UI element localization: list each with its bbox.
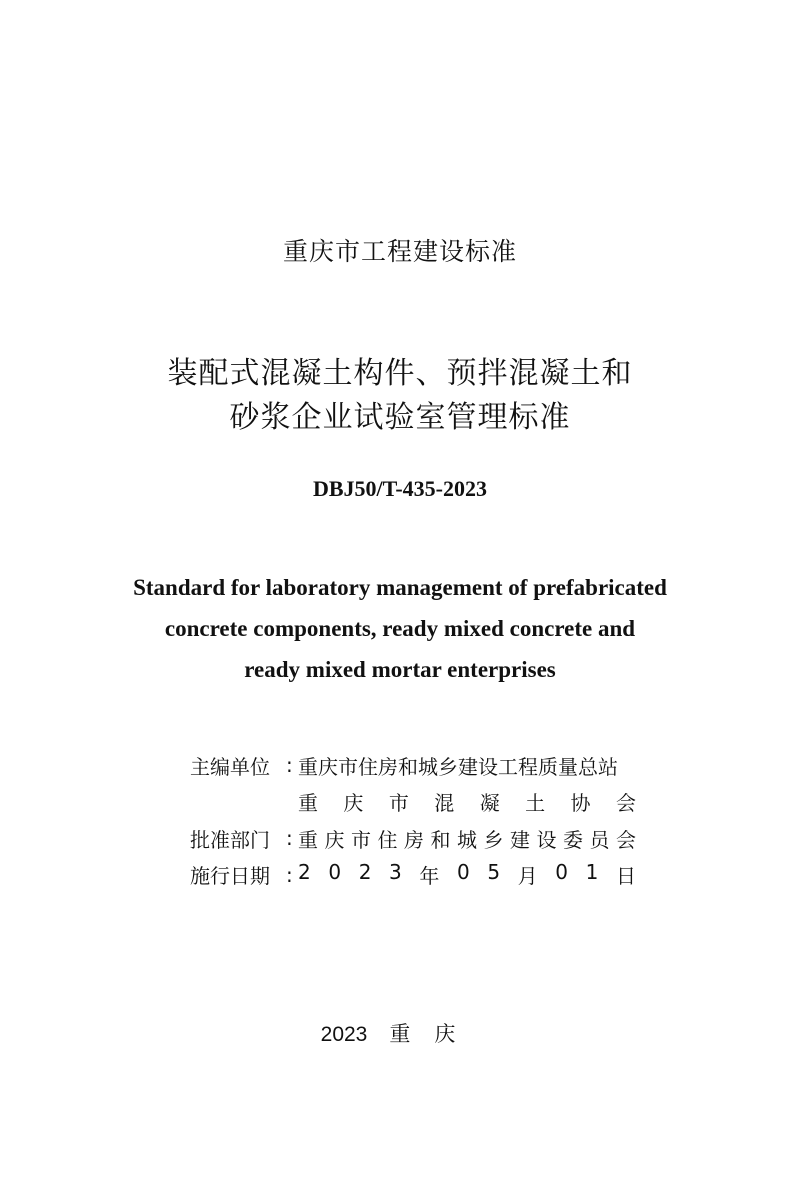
approver-value-char: 和 <box>430 827 451 852</box>
publication-year: 2023 <box>320 1023 368 1046</box>
approver-label: 批准部门 <box>190 827 270 852</box>
chinese-title <box>0 352 800 440</box>
approver-row <box>190 820 640 857</box>
date-value-char: 2 <box>298 860 311 885</box>
approver-value-char: 员 <box>589 827 610 852</box>
approver-value-char: 住 <box>377 827 398 852</box>
english-title-line-2: concrete components, ready mixed concrete and <box>164 616 636 641</box>
date-value-char: 年 <box>419 864 440 889</box>
publication-city: 重庆 <box>389 1022 480 1046</box>
editor-value-2-char: 混 <box>434 791 455 816</box>
editor-value-2-char: 土 <box>525 791 546 816</box>
date-value-char: 5 <box>487 860 501 885</box>
date-value-char: 0 <box>328 860 342 885</box>
approver-value-char: 重 <box>298 827 318 852</box>
date-value-char: 1 <box>585 860 599 885</box>
metadata-block <box>190 747 640 893</box>
editor-value-1: 重庆市住房和城乡建设工程质量总站 <box>298 754 618 779</box>
editor-value-2 <box>190 787 636 816</box>
editor-value-2-char: 市 <box>388 791 409 816</box>
approver-value-char: 市 <box>351 827 371 852</box>
approver-value-char: 委 <box>563 827 583 852</box>
date-value <box>298 860 636 889</box>
date-value-char: 2 <box>358 860 372 885</box>
editor-row-2 <box>190 784 640 821</box>
editor-value-2-char: 凝 <box>479 791 500 816</box>
date-value-char: 月 <box>517 864 538 889</box>
english-title-line-1: Standard for laboratory management of prefabricated <box>133 575 667 600</box>
date-value-char: 日 <box>615 864 636 889</box>
approver-value-char: 会 <box>616 827 636 852</box>
editor-value-2-char: 庆 <box>343 791 364 816</box>
approver-value-char: 庆 <box>324 827 345 852</box>
approver-value-char: 城 <box>457 827 477 852</box>
approver-value-char: 房 <box>404 827 424 852</box>
approver-value-char: 建 <box>510 827 530 852</box>
date-label: 施行日期 <box>190 864 270 889</box>
editor-row <box>190 747 640 784</box>
editor-value-2-char: 协 <box>570 791 591 816</box>
date-value-char: 0 <box>456 860 470 885</box>
date-value-char: 3 <box>389 860 402 885</box>
editor-value-2-char: 重 <box>298 791 318 816</box>
colon: : <box>286 826 293 851</box>
approver-value-char: 乡 <box>483 827 504 852</box>
chinese-title-line-2: 砂浆企业试验室管理标准 <box>229 400 571 435</box>
english-title-line-3: ready mixed mortar enterprises <box>244 657 556 682</box>
editor-value-2-char: 会 <box>615 791 636 816</box>
approver-value <box>298 824 636 853</box>
chinese-title-line-1: 装配式混凝土构件、预拌混凝土和 <box>167 356 633 391</box>
editor-label: 主编单位 <box>190 754 270 779</box>
approver-value-char: 设 <box>536 827 557 852</box>
footer <box>0 1018 800 1048</box>
date-row <box>190 857 640 894</box>
colon: : <box>286 753 293 778</box>
date-value-char: 0 <box>555 860 569 885</box>
english-title <box>0 567 800 690</box>
standard-code: DBJ50/T-435-2023 <box>313 476 487 501</box>
colon: : <box>286 862 293 887</box>
series-title: 重庆市工程建设标准 <box>282 237 517 266</box>
